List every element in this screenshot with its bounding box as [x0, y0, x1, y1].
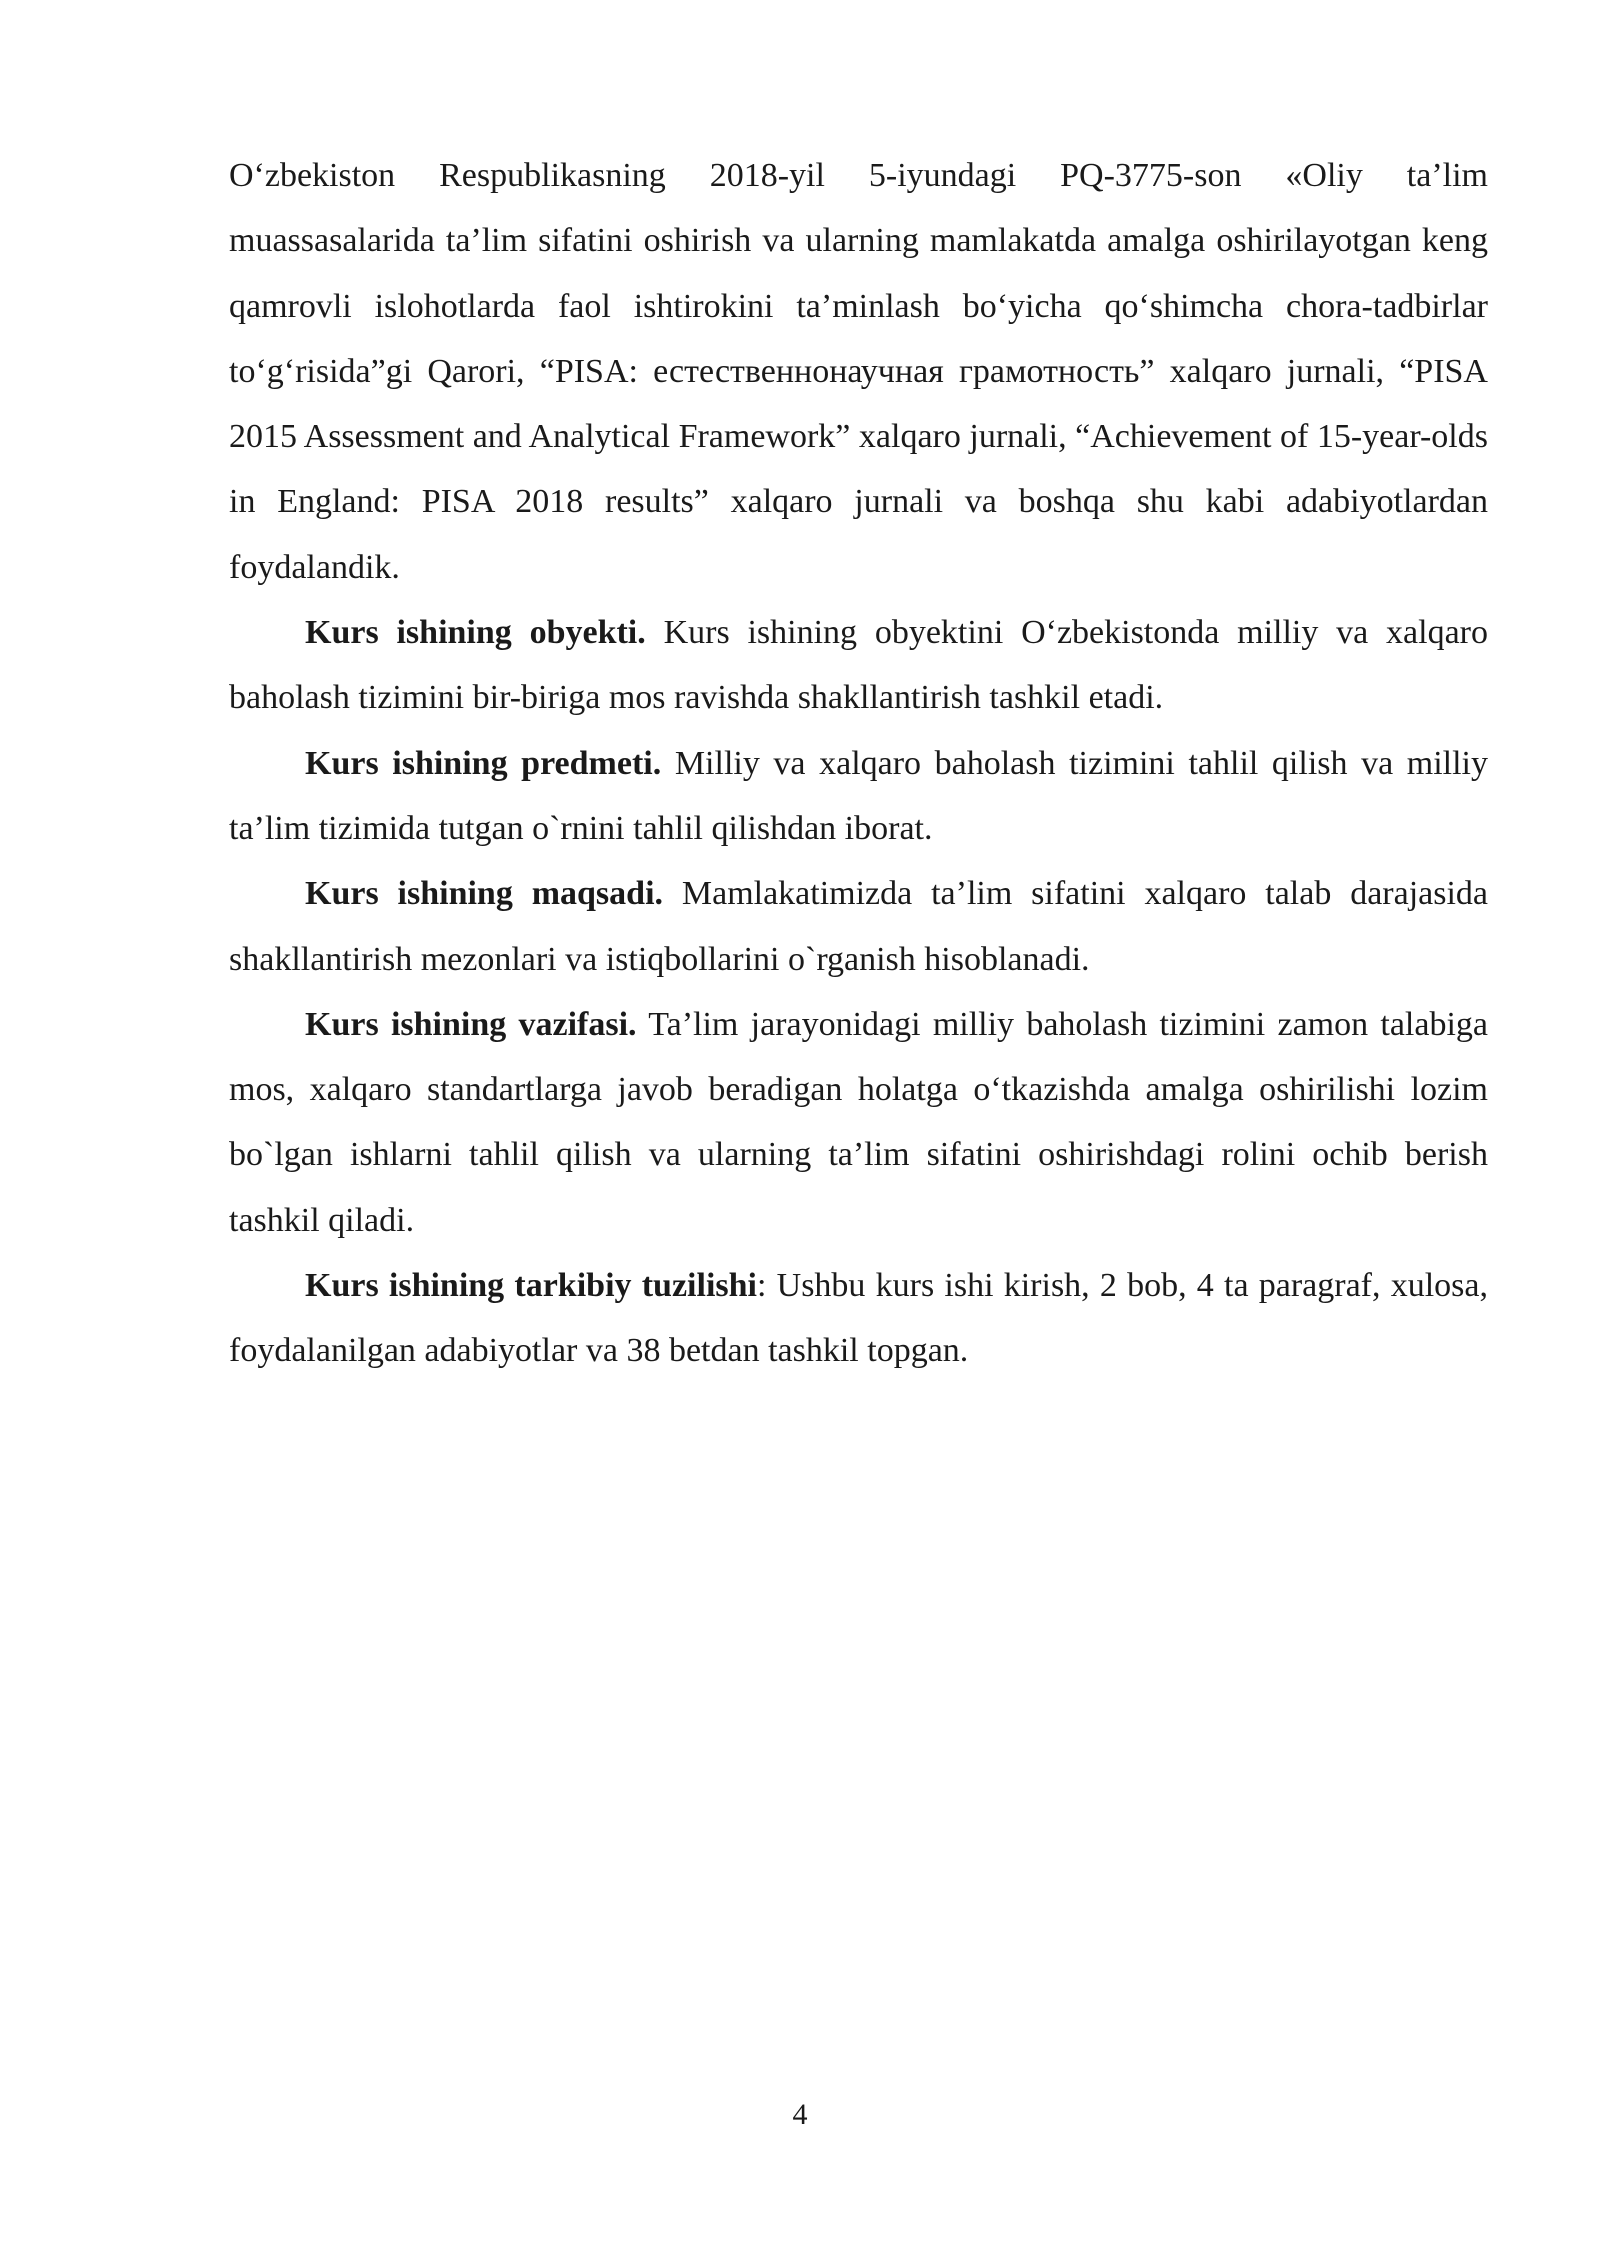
subject-text: Milliy va xalqaro baholash tizimini tahlil qilish va milliy ta’lim tizimida tutgan o`rnini tahlil qilishdan iborat.	[229, 744, 1488, 847]
page-body	[229, 143, 1488, 1384]
goal-text: Mamlakatimizda ta’lim sifatini xalqaro talab darajasida shakllantirish mezonlari va istiqbollarini o`rganish hisoblanadi.	[229, 875, 1488, 978]
subject-paragraph	[229, 731, 1488, 862]
page-number: 4	[792, 2098, 808, 2131]
object-text: Kurs ishining obyektini O‘zbekistonda milliy va xalqaro baholash tizimini bir-biriga mos ravishda shakllantirish tashkil etadi.	[229, 614, 1489, 717]
structure-heading: Kurs ishining tarkibiy tuzilishi	[305, 1267, 757, 1305]
task-paragraph	[229, 992, 1488, 1253]
structure-text: : Ushbu kurs ishi kirish, 2 bob, 4 ta paragraf, xulosa, foydalanilgan adabiyotlar va 38 betdan tashkil topgan.	[229, 1267, 1488, 1370]
object-paragraph	[229, 600, 1488, 731]
task-heading: Kurs ishining vazifasi.	[305, 1005, 637, 1043]
goal-paragraph	[229, 861, 1488, 992]
goal-heading: Kurs ishining maqsadi.	[305, 875, 664, 913]
structure-paragraph	[229, 1253, 1488, 1384]
task-text: Ta’lim jarayonidagi milliy baholash tizimini zamon talabiga mos, xalqaro standartlarga javob beradigan holatga o‘tkazishda amalga oshirilishi lozim bo`lgan ishlarni tahlil qilish va ularning ta’lim sifatini oshirishdagi rolini ochib berish tashkil qiladi.	[229, 1005, 1488, 1239]
subject-heading: Kurs ishining predmeti.	[305, 744, 662, 782]
intro-paragraph: O‘zbekiston Respublikasning 2018-yil 5-iyundagi PQ-3775-son «Oliy ta’lim muassasalarida ta’lim sifatini oshirish va ularning mamlakatda amalga oshirilayotgan keng qamrovli islohotlarda faol ishtirokini ta’minlash bo‘yicha qo‘shimcha chora-tadbirlar to‘g‘risida”gi Qarori, “PISA: естественнонаучная грамотность” xalqaro jurnali, “PISA 2015 Assessment and Analytical Framework” xalqaro jurnali, “Achievement of 15-year-olds in England: PISA 2018 results” xalqaro jurnali va boshqa shu kabi adabiyotlardan foydalandik.	[229, 157, 1488, 586]
object-heading: Kurs ishining obyekti.	[305, 614, 646, 652]
